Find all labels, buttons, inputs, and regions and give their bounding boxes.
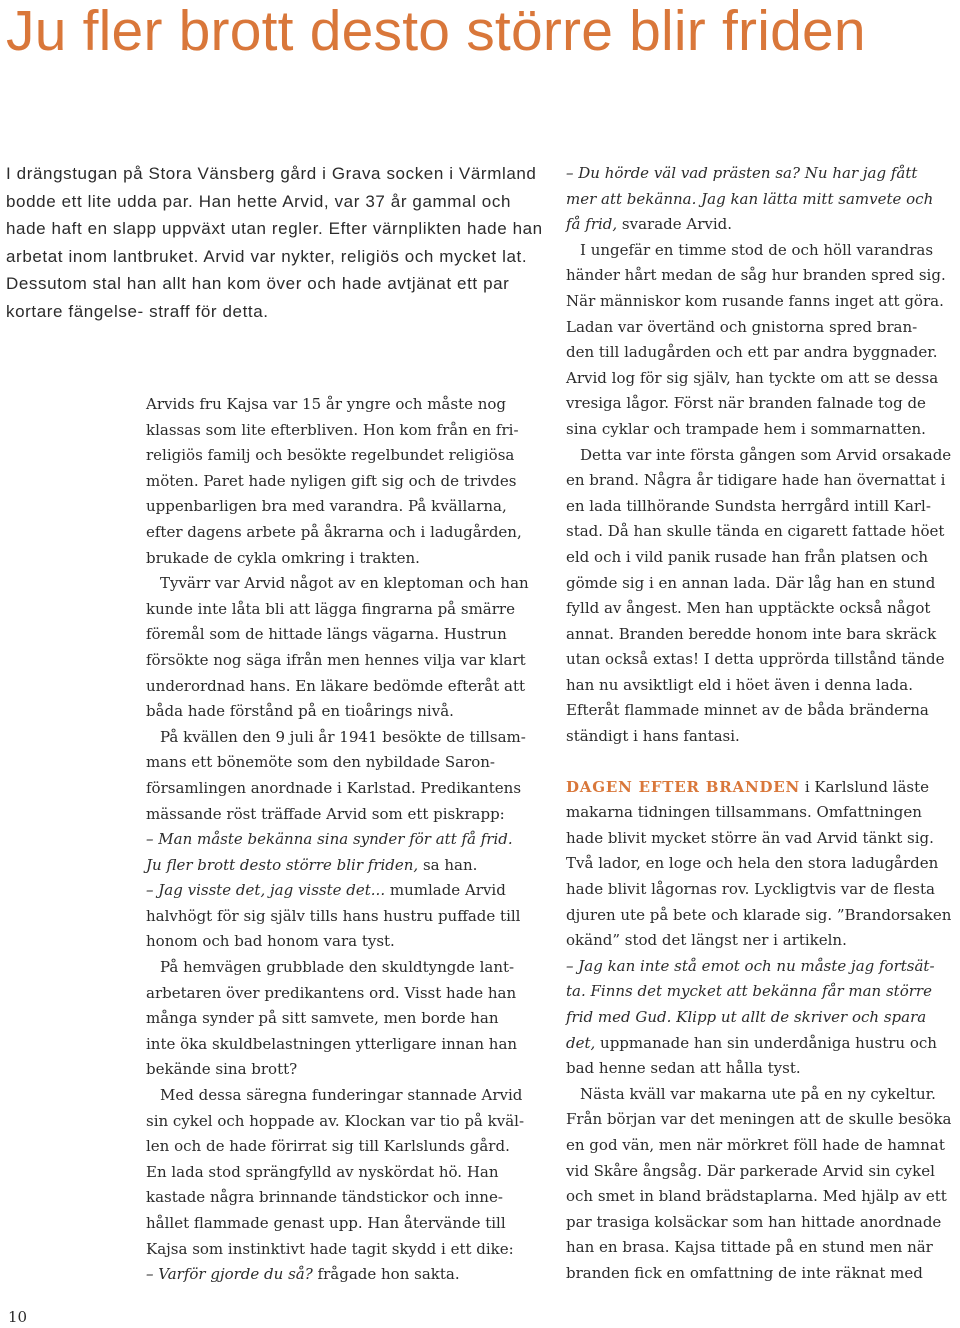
text-line: vid Skåre ångsåg. Där parkerade Arvid sin cykel (566, 1161, 935, 1180)
text-line: En lada stod sprängfylld av nyskördat hö. Han (146, 1162, 499, 1181)
dialogue-quote: få frid, (566, 215, 618, 234)
text-line: halvhögt för sig själv tills hans hustru puffade till (146, 906, 521, 925)
text-line: arbetaren över predikantens ord. Visst hade han (146, 983, 517, 1002)
text-line: uppenbarligen bra med varandra. På kvällarna, (146, 497, 507, 516)
text-line: okänd” stod det längst ner i artikeln. (566, 931, 847, 950)
text-line: hade blivit lågornas rov. Lyckligtvis var de flesta (566, 880, 935, 899)
article-title: Ju fler brott desto större blir friden (6, 0, 866, 63)
ingress-line: i Värmland bodde ett lite udda par. Han hette Arvid, var (6, 164, 537, 211)
body-paragraph (146, 1083, 546, 1262)
text-line: båda hade förstånd på en tioårings nivå. (146, 702, 454, 721)
text-line: en brand. Några år tidigare hade han övernattat i (566, 471, 946, 490)
dialogue-line: frid med Gud. Klipp ut allt de skriver och spara (566, 1008, 927, 1026)
text-line: sina cyklar och trampade hem i sommarnatten. (566, 419, 926, 438)
text-line: klassas som lite efterbliven. Hon kom från en fri- (146, 420, 519, 439)
text-line: par trasiga kolsäckar som han hittade anordnade (566, 1212, 942, 1231)
dialogue-line (566, 1031, 958, 1057)
dialogue (566, 161, 958, 238)
text-line: Arvid log för sig själv, han tyckte om att se dessa (566, 368, 939, 387)
text-line: brukade de cykla omkring i trakten. (146, 548, 420, 567)
body-paragraph (146, 571, 546, 725)
dialogue-quote: det, (566, 1033, 596, 1052)
middle-column (146, 392, 546, 1288)
dialogue (566, 954, 958, 1082)
text-line: och smet in bland brädstaplarna. Med hjälp av ett (566, 1187, 947, 1206)
text-line: makarna tidningen tillsammans. Omfattningen (566, 803, 922, 822)
body-paragraph (566, 238, 958, 443)
body-paragraph (146, 955, 546, 1083)
text-line: vresiga lågor. Först när branden falnade tog de (566, 394, 926, 413)
dialogue-line: mer att bekänna. Jag kan lätta mitt samvete och (566, 189, 934, 208)
ingress-line: han kom över och hade avtjänat ett par kortare fängelse- (6, 274, 510, 321)
dialogue-tag: frågade hon sakta. (312, 1265, 460, 1284)
text-line: inte öka skuldbelastningen ytterligare innan han (146, 1034, 518, 1053)
text-line: len och de hade förirrat sig till Karlslunds gård. (146, 1137, 510, 1156)
dialogue-quote: – Varför gjorde du så? (146, 1265, 313, 1284)
text-line: försökte nog säga ifrån men hennes vilja var klart (146, 650, 526, 669)
text-line: Två lador, en loge och hela den stora ladugården (566, 854, 939, 873)
text-line: När människor kom rusande fanns inget att göra. (566, 291, 944, 310)
text-line: han en brasa. Kajsa tittade på en stund men när (566, 1238, 933, 1257)
text-line: händer hårt medan de såg hur branden spred sig. (566, 266, 946, 285)
body-paragraph (566, 775, 958, 954)
text-line: den till ladugården och ett par andra byggnader. (566, 343, 938, 362)
text-line: ständigt i hans fantasi. (566, 727, 740, 746)
text-line: möten. Paret hade nyligen gift sig och de trivdes (146, 471, 517, 490)
ingress-line: Efter värnplikten hade han arbetat inom lantbruket. Arvid (6, 219, 543, 266)
page-number: 10 (8, 1308, 28, 1326)
text-line: föremål som de hittade längs vägarna. Hustrun (146, 625, 507, 644)
dialogue-line (566, 212, 958, 238)
dialogue-line: – Jag kan inte stå emot och nu måste jag fortsät- (566, 956, 935, 975)
text-line: Nästa kväll var makarna ute på en ny cykeltur. (580, 1084, 936, 1103)
dialogue-tag: svarade Arvid. (617, 215, 733, 234)
text-line: mans ett bönemöte som den nybildade Saron- (146, 753, 495, 772)
dialogue (146, 827, 546, 955)
text-line: På hemvägen grubblade den skuldtyngde lant- (160, 958, 515, 977)
text-line: fylld av ångest. Men han upptäckte också något (566, 599, 931, 618)
right-column (566, 161, 958, 1287)
body-paragraph (146, 725, 546, 827)
ingress-line: var nykter, religiös och mycket lat. Dessutom stal han allt (6, 246, 528, 293)
text-line: religiös familj och besökte regelbundet religiösa (146, 446, 515, 465)
text-line: Arvids fru Kajsa var 15 år yngre och måste nog (146, 395, 507, 413)
text-line: gömde sig i en annan lada. Där låg han en stund (566, 573, 936, 592)
text-line: mässande röst träffade Arvid som ett piskrapp: (146, 804, 505, 823)
ingress-line: 37 år gammal och hade haft en slapp uppväxt utan regler. (6, 191, 511, 238)
text-line: en lada tillhörande Sundsta herrgård intill Karl- (566, 496, 931, 515)
text-line: hållet flammade genast upp. Han återvände till (146, 1214, 506, 1232)
text-line: annat. Branden beredde honom inte bara skräck (566, 624, 937, 643)
text-line: efter dagens arbete på åkrarna och i ladugården, (146, 522, 522, 541)
body-paragraph (566, 1082, 958, 1287)
text-line: församlingen anordnade i Karlstad. Predikantens (146, 778, 522, 797)
text-run: i Karlslund läste (800, 777, 930, 796)
dialogue-quote: Ju fler brott desto större blir friden, (146, 855, 419, 874)
text-line: en god vän, men när mörkret föll hade de hamnat (566, 1135, 945, 1154)
dialogue-quote: – Jag visste det, jag visste det... (146, 881, 386, 900)
text-line: Från början var det meningen att de skulle besöka (566, 1110, 952, 1129)
text-line: branden fick en omfattning de inte räknat med (566, 1263, 923, 1282)
section-lead-in: DAGEN EFTER BRANDEN (566, 777, 801, 796)
ingress-line: I drängstugan på Stora Vänsberg gård i Grava socken (6, 164, 444, 183)
text-line: Ladan var övertänd och gnistorna spred bran- (566, 317, 918, 336)
text-line: utan också extas! I detta upprörda tillstånd tände (566, 650, 945, 669)
ingress-line: straff för detta. (149, 301, 269, 321)
dialogue-line (146, 878, 546, 904)
text-line: sin cykel och hoppade av. Klockan var tio på kväl- (146, 1111, 525, 1130)
text-line: många synder på sitt samvete, men borde han (146, 1009, 499, 1028)
text-line: djuren ute på bete och klarade sig. ”Brandorsaken (566, 905, 952, 924)
dialogue-tag: mumlade Arvid (385, 881, 506, 900)
text-line: Med dessa säregna funderingar stannade Arvid (160, 1086, 523, 1105)
text-line: På kvällen den 9 juli år 1941 besökte de tillsam- (160, 727, 526, 746)
text-line: Efteråt flammade minnet av de båda bränderna (566, 701, 929, 720)
text-line: bad henne sedan att hålla tyst. (566, 1059, 801, 1078)
text-line: eld och i vild panik rusade han från platsen och (566, 547, 929, 566)
text-line: Kajsa som instinktivt hade tagit skydd i ett dike: (146, 1239, 514, 1258)
text-line: han nu avsiktligt eld i höet även i denna lada. (566, 675, 913, 694)
section-break (566, 750, 958, 775)
text-line: Detta var inte första gången som Arvid orsakade (580, 445, 952, 464)
ingress (6, 160, 546, 325)
ingress-paragraph (6, 160, 546, 325)
text-line: kastade några brinnande tändstickor och inne- (146, 1188, 503, 1207)
text-line: stad. Då han skulle tända en cigarett fattade höet (566, 522, 945, 541)
text-line: Tyvärr var Arvid något av en kleptoman och han (160, 574, 529, 593)
text-line: honom och bad honom vara tyst. (146, 932, 395, 951)
dialogue-tag: uppmanade han sin underdåniga hustru och (595, 1033, 937, 1052)
dialogue (146, 1262, 546, 1288)
dialogue-tag: sa han. (418, 855, 478, 874)
text-line: I ungefär en timme stod de och höll varandras (580, 240, 934, 259)
dialogue-line: – Du hörde väl vad prästen sa? Nu har jag fått (566, 164, 918, 182)
text-line (566, 775, 958, 801)
dialogue-line: ta. Finns det mycket att bekänna får man större (566, 982, 932, 1001)
text-line: kunde inte låta bli att lägga fingrarna på smärre (146, 599, 515, 618)
dialogue-line (146, 853, 546, 879)
text-line: underordnad hans. En läkare bedömde efteråt att (146, 676, 526, 695)
dialogue-line: – Man måste bekänna sina synder för att få frid. (146, 830, 513, 849)
text-line: hade blivit mycket större än vad Arvid tänkt sig. (566, 828, 934, 847)
body-paragraph (566, 443, 958, 750)
text-line: bekände sina brott? (146, 1060, 298, 1079)
dialogue-line (146, 1262, 546, 1288)
body-paragraph (146, 392, 546, 571)
